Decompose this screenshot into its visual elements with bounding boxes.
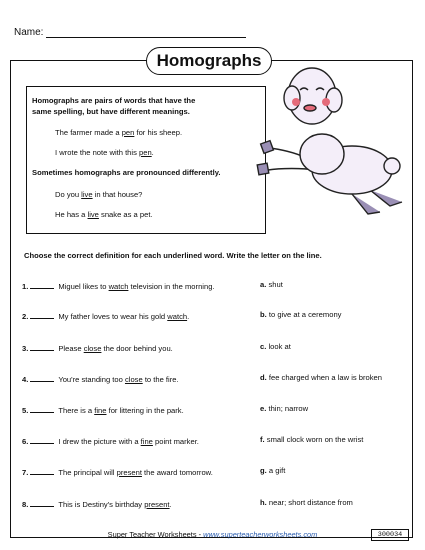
answer-option: e. thin; narrow	[260, 404, 309, 413]
question-row: 7. The principal will present the award tomorrow.	[22, 468, 213, 477]
definition-text: Sometimes homographs are pronounced differently.	[32, 168, 221, 177]
worksheet-code: 300034	[371, 529, 409, 541]
answer-option: d. fee charged when a law is broken	[260, 373, 383, 382]
answer-blank[interactable]	[30, 310, 54, 319]
question-row: 5. There is a fine for littering in the park.	[22, 406, 184, 415]
example-sentence: I wrote the note with this pen.	[55, 148, 154, 157]
answer-blank[interactable]	[30, 466, 54, 475]
answer-blank[interactable]	[30, 280, 54, 289]
question-row: 6. I drew the picture with a fine point marker.	[22, 437, 199, 446]
answer-blank[interactable]	[30, 404, 54, 413]
answer-option: f. small clock worn on the wrist	[260, 435, 364, 444]
answer-option: h. near; short distance from	[260, 498, 353, 507]
example-sentence: The farmer made a pen for his sheep.	[55, 128, 183, 137]
definition-text: Homographs are pairs of words that have the same spelling, but have different meanings.	[32, 96, 196, 116]
sheep-icon	[240, 62, 420, 232]
answer-option: b. to give at a ceremony	[260, 310, 342, 319]
name-field[interactable]	[46, 37, 246, 38]
answer-blank[interactable]	[30, 435, 54, 444]
example-sentence: Do you live in that house?	[55, 190, 143, 199]
answer-option: a. shut	[260, 280, 283, 289]
name-label: Name:	[14, 27, 44, 38]
question-row: 1. Miguel likes to watch television in the morning.	[22, 282, 215, 291]
answer-blank[interactable]	[30, 498, 54, 507]
question-row: 2. My father loves to wear his gold watch.	[22, 312, 190, 321]
answer-option: g. a gift	[260, 466, 286, 475]
question-row: 8. This is Destiny's birthday present.	[22, 500, 172, 509]
page-title: Homographs	[146, 47, 272, 75]
example-sentence: He has a live snake as a pet.	[55, 210, 153, 219]
footer: Super Teacher Worksheets - www.superteacherworksheets.com	[107, 530, 318, 539]
question-row: 4. You're standing too close to the fire.	[22, 375, 179, 384]
answer-blank[interactable]	[30, 373, 54, 382]
answer-blank[interactable]	[30, 342, 54, 351]
instructions: Choose the correct definition for each underlined word. Write the letter on the line.	[24, 251, 322, 260]
answer-option: c. look at	[260, 342, 291, 351]
question-row: 3. Please close the door behind you.	[22, 344, 173, 353]
footer-link[interactable]: www.superteacherworksheets.com	[203, 530, 318, 539]
